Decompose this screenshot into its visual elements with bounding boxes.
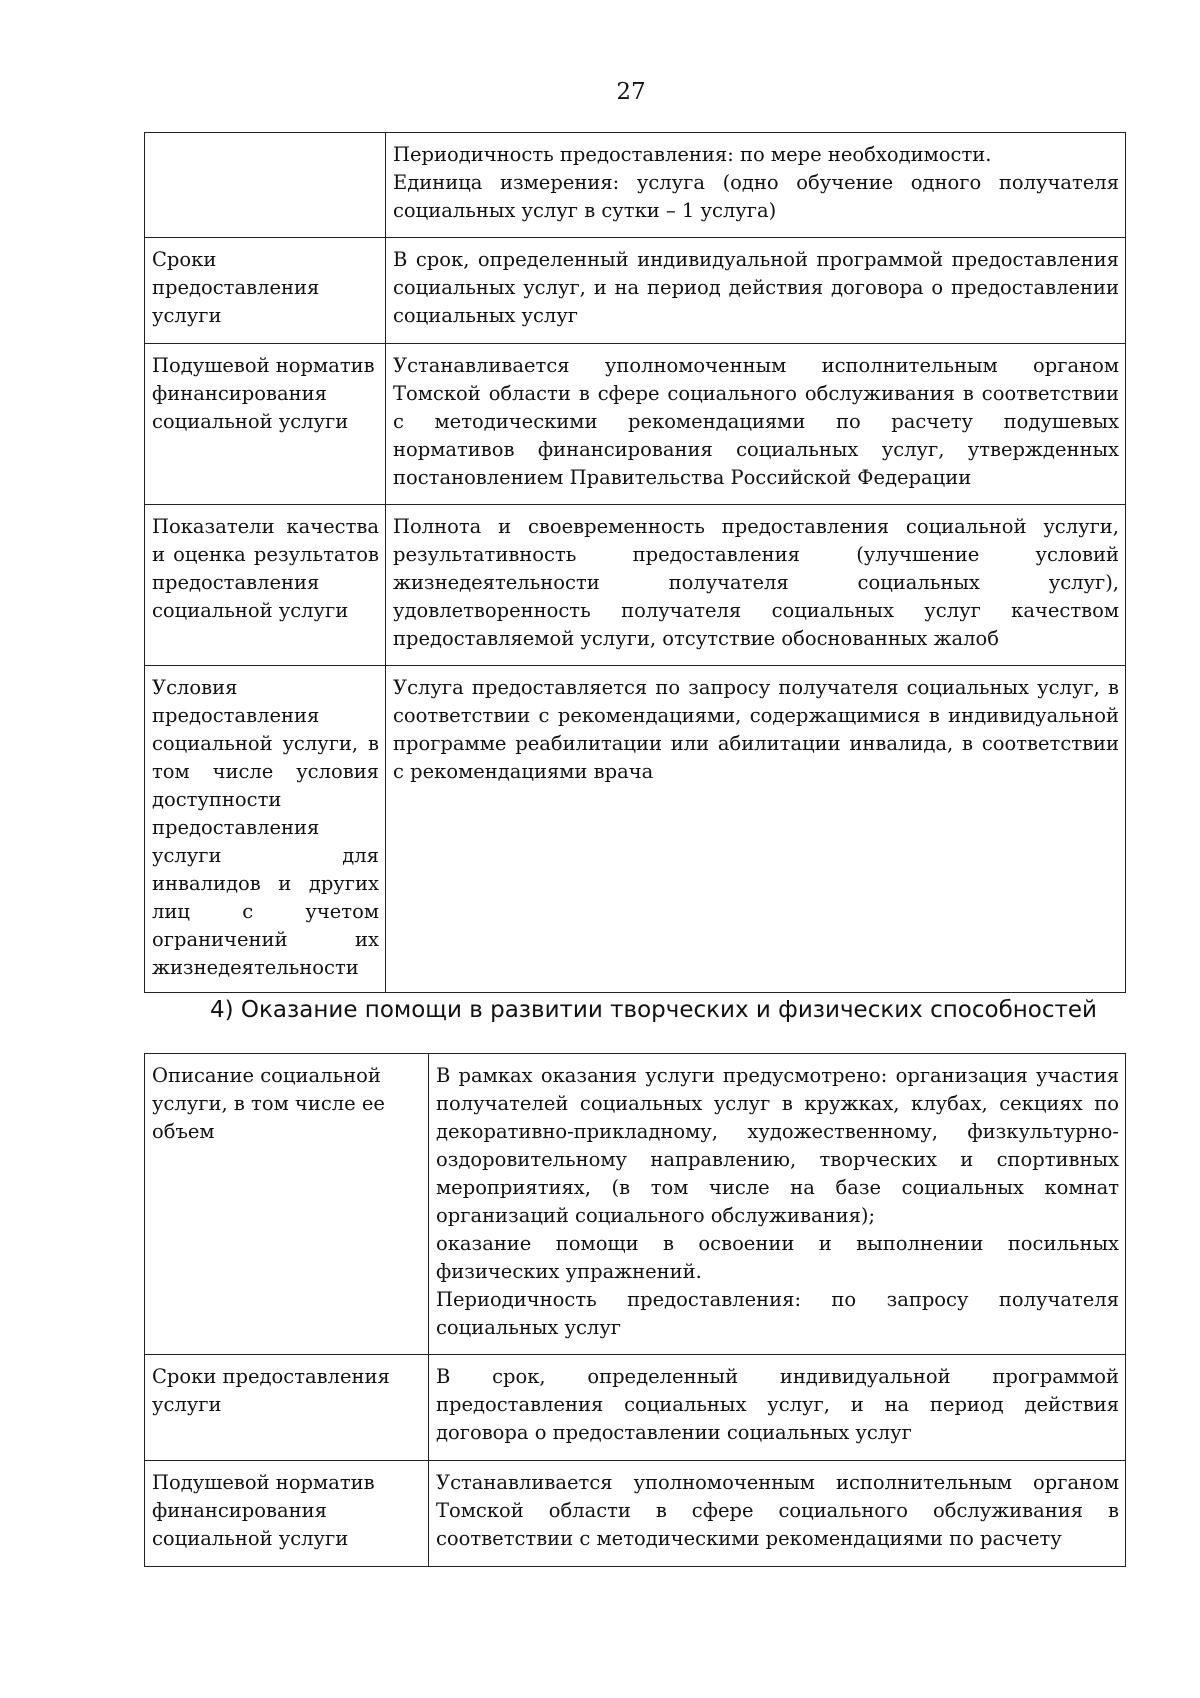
- row-label: Подушевой норматив финансирования социальной услуги: [145, 344, 386, 505]
- table-row: [145, 505, 1126, 666]
- row-content: [429, 1054, 1126, 1355]
- description-text: оказание помощи в освоении и выполнении посильных физических упражнений.: [436, 1232, 1119, 1283]
- row-content: [386, 133, 1126, 238]
- services-table-continued: [144, 132, 1126, 993]
- table-row: [145, 344, 1126, 505]
- section-heading: 4) Оказание помощи в развитии творческих и физических способностей: [210, 997, 1098, 1023]
- table-row: [145, 1054, 1126, 1355]
- row-content: Услуга предоставляется по запросу получателя социальных услуг, в соответствии с рекомендациями, содержащимися в индивидуальной программе реабилитации или абилитации инвалида, в соответствии с рекомендациями врача: [386, 666, 1126, 993]
- table-row: [145, 133, 1126, 238]
- row-label: Описание социальной услуги, в том числе ее объем: [145, 1054, 429, 1355]
- row-label: Подушевой норматив финансирования социальной услуги: [145, 1461, 429, 1567]
- row-content: Полнота и своевременность предоставления социальной услуги, результативность предоставления (улучшение условий жизнедеятельности получателя социальных услуг), удовлетворенность получателя социальных услуг качеством предоставляемой услуги, отсутствие обоснованных жалоб: [386, 505, 1126, 666]
- row-label: [145, 133, 386, 238]
- row-content: Устанавливается уполномоченным исполнительным органом Томской области в сфере социального обслуживания в соответствии с методическими рекомендациями по расчету подушевых нормативов финансирования социальных услуг, утвержденных постановлением Правительства Российской Федерации: [386, 344, 1126, 505]
- row-content: В срок, определенный индивидуальной программой предоставления социальных услуг, и на период действия договора о предоставлении социальных услуг: [429, 1355, 1126, 1461]
- row-label: Сроки предоставления услуги: [145, 1355, 429, 1461]
- creative-physical-services-table: [144, 1053, 1126, 1567]
- row-label: Сроки предоставления услуги: [145, 238, 386, 344]
- table-row: [145, 238, 1126, 344]
- row-label: Показатели качества и оценка результатов предоставления социальной услуги: [145, 505, 386, 666]
- row-content: Устанавливается уполномоченным исполнительным органом Томской области в сфере социального обслуживания в соответствии с методическими рекомендациями по расчету: [429, 1461, 1126, 1567]
- description-text: В рамках оказания услуги предусмотрено: организация участия получателей социальных услуг в кружках, клубах, секциях по декоративно-прикладному, художественному, физкультурно-оздоровительному направлению, творческих и спортивных мероприятиях, (в том числе на базе социальных комнат организаций социального обслуживания);: [436, 1064, 1119, 1227]
- row-content: В срок, определенный индивидуальной программой предоставления социальных услуг, и на период действия договора о предоставлении социальных услуг: [386, 238, 1126, 344]
- table-row: [145, 1355, 1126, 1461]
- table-row: [145, 1461, 1126, 1567]
- page-number: 27: [616, 79, 646, 105]
- table-row: [145, 666, 1126, 993]
- periodicity-text: Периодичность предоставления: по мере необходимости.: [393, 143, 992, 166]
- unit-text: Единица измерения: услуга (одно обучение одного получателя социальных услуг в сутки – 1 услуга): [393, 171, 1119, 222]
- row-label: Условия предоставления социальной услуги, в том числе условия доступности предоставления услуги для инвалидов и других лиц с учетом ограничений их жизнедеятельности: [145, 666, 386, 993]
- periodicity-text: Периодичность предоставления: по запросу получателя социальных услуг: [436, 1288, 1119, 1339]
